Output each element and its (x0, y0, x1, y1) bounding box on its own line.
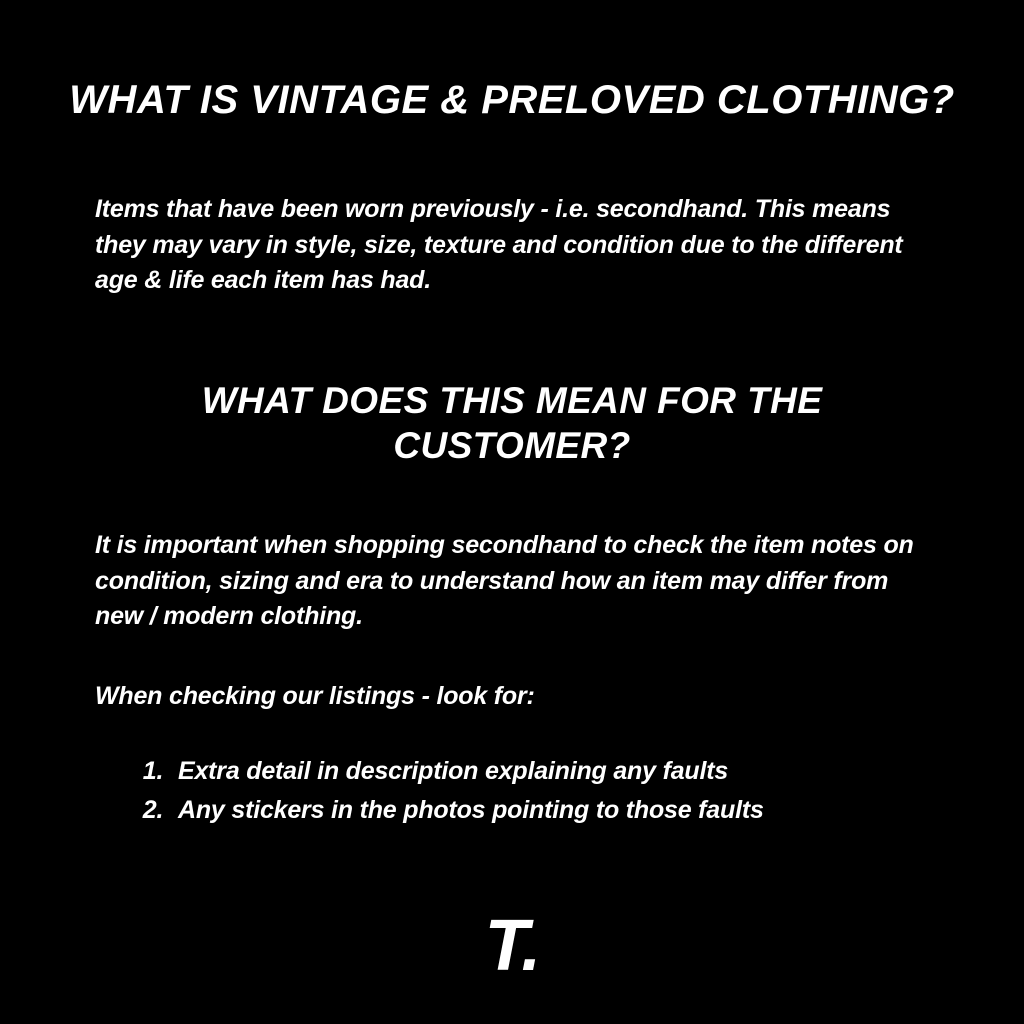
logo-wordmark: T. (484, 906, 540, 986)
list-item: 2. Any stickers in the photos pointing to those faults (170, 791, 929, 830)
definition-paragraph: Items that have been worn previously - i.e. secondhand. This means they may vary in style, size, texture and condition due to the different age & life each item has had. (95, 195, 903, 294)
section-heading-customer: WHAT DOES THIS MEAN FOR THE CUSTOMER? (201, 380, 823, 467)
page-title: WHAT IS VINTAGE & PRELOVED CLOTHING? (69, 78, 955, 122)
list-item: 1. Extra detail in description explaining any faults (170, 752, 929, 791)
lead-in-paragraph: When checking our listings - look for: (95, 682, 535, 710)
brand-logo (0, 906, 1024, 986)
checklist (125, 752, 929, 830)
guidance-paragraph: It is important when shopping secondhand to check the item notes on condition, sizing and era to understand how an item may differ from new / modern clothing. (95, 531, 914, 630)
